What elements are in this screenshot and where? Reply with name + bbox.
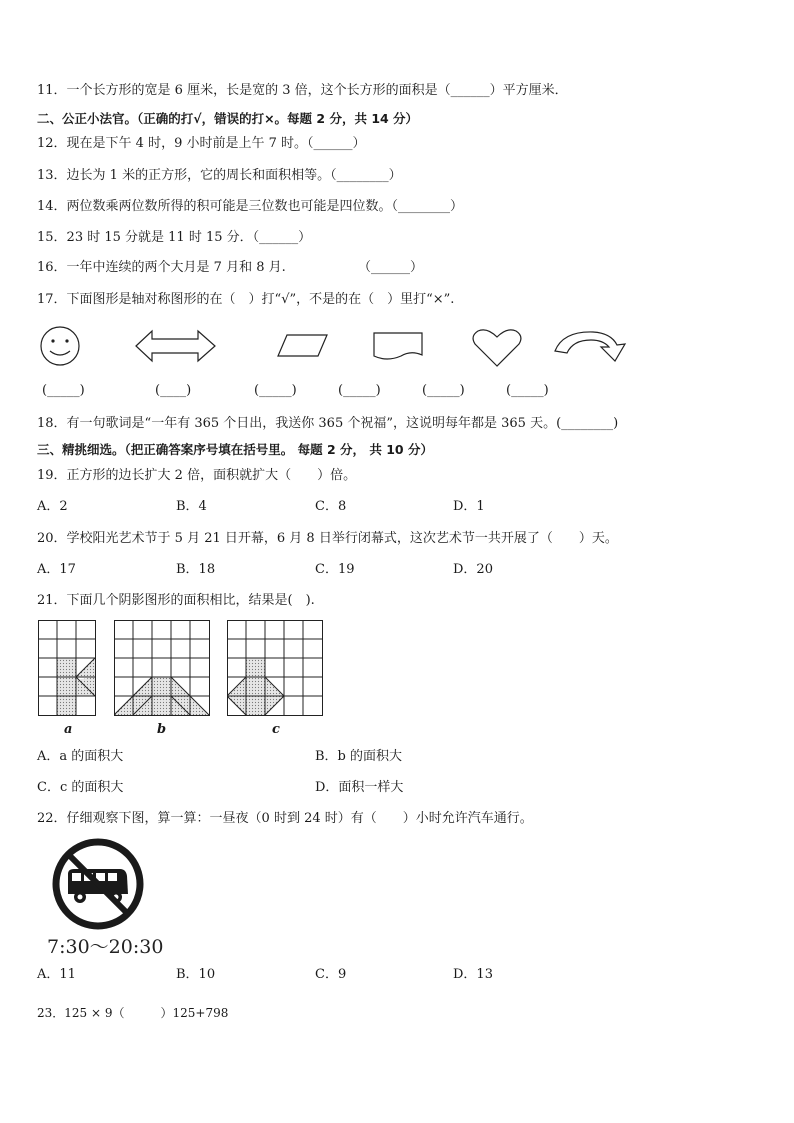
option-c: C．8 xyxy=(315,499,347,514)
question-16-answer-paren: （______） xyxy=(358,260,424,275)
option-d: D．20 xyxy=(453,562,493,577)
question-21: 21．下面几个阴影图形的面积相比，结果是( ). xyxy=(37,593,315,608)
question-22: 22．仔细观察下图，算一算：一昼夜（0 时到 24 时）有（ ）小时允许汽车通行。 xyxy=(37,811,533,826)
option-d: D．面积一样大 xyxy=(315,780,404,795)
option-b: B．4 xyxy=(176,499,207,514)
question-17: 17．下面图形是轴对称图形的在（ ）打“√”，不是的在（ ）里打“×”. xyxy=(37,292,455,307)
curved-arrow-icon xyxy=(553,327,633,367)
option-c: C．9 xyxy=(315,967,347,982)
heart-icon xyxy=(472,328,524,368)
question-12: 12．现在是下午 4 时，9 小时前是上午 7 时。（______） xyxy=(37,136,366,151)
question-18: 18．有一句歌词是“一年有 365 个日出，我送你 365 个祝福”，这说明每年都是 365 天。(________) xyxy=(37,416,619,431)
option-b: B．b 的面积大 xyxy=(315,749,403,764)
shape-answer-paren: (_____) xyxy=(254,383,297,398)
grid-figure-c xyxy=(227,620,325,718)
option-a: A．17 xyxy=(37,562,76,577)
sign-time-range: 7:30～20:30 xyxy=(47,936,164,958)
option-a: A．a 的面积大 xyxy=(37,749,124,764)
question-20: 20．学校阳光艺术节于 5 月 21 日开幕，6 月 8 日举行闭幕式，这次艺术节一共开展了（ ）天。 xyxy=(37,531,618,546)
option-b: B．18 xyxy=(176,562,216,577)
question-16: 16．一年中连续的两个大月是 7 月和 8 月. xyxy=(37,260,286,275)
question-11: 11．一个长方形的宽是 6 厘米，长是宽的 3 倍，这个长方形的面积是（______）平方厘米． xyxy=(37,83,568,98)
flag-shape-icon xyxy=(373,332,425,362)
section-3-heading: 三、精挑细选。（把正确答案序号填在括号里。 每题 2 分， 共 10 分） xyxy=(37,442,433,457)
option-d: D．13 xyxy=(453,967,493,982)
option-a: A．11 xyxy=(37,967,76,982)
shape-answer-paren: (_____) xyxy=(422,383,465,398)
grid-figure-a xyxy=(38,620,98,718)
option-a: A．2 xyxy=(37,499,68,514)
double-arrow-icon xyxy=(135,329,217,363)
section-2-heading: 二、公正小法官。（正确的打√，错误的打×。每题 2 分，共 14 分） xyxy=(37,111,419,126)
grid-figure-b xyxy=(114,620,212,718)
option-d: D．1 xyxy=(453,499,485,514)
smiley-face-icon xyxy=(38,326,84,368)
option-c: C．c 的面积大 xyxy=(37,780,124,795)
shape-answer-paren: (_____) xyxy=(42,383,85,398)
no-bus-sign-icon xyxy=(50,836,146,932)
parallelogram-icon xyxy=(277,334,329,358)
shape-answer-paren: (____) xyxy=(155,383,192,398)
question-13: 13．边长为 1 米的正方形，它的周长和面积相等。（________） xyxy=(37,168,402,183)
shape-answer-paren: (_____) xyxy=(338,383,381,398)
grid-label-b: b xyxy=(157,722,167,737)
grid-label-a: a xyxy=(64,722,73,737)
question-15: 15．23 时 15 分就是 11 时 15 分．（______） xyxy=(37,230,312,245)
option-b: B．10 xyxy=(176,967,216,982)
question-23: 23．125 × 9（ ）125+798 xyxy=(37,1006,229,1020)
option-c: C．19 xyxy=(315,562,355,577)
grid-label-c: c xyxy=(272,722,280,737)
question-14: 14．两位数乘两位数所得的积可能是三位数也可能是四位数。（________） xyxy=(37,199,464,214)
shape-answer-paren: (_____) xyxy=(506,383,549,398)
question-19: 19．正方形的边长扩大 2 倍，面积就扩大（ ）倍。 xyxy=(37,468,357,483)
